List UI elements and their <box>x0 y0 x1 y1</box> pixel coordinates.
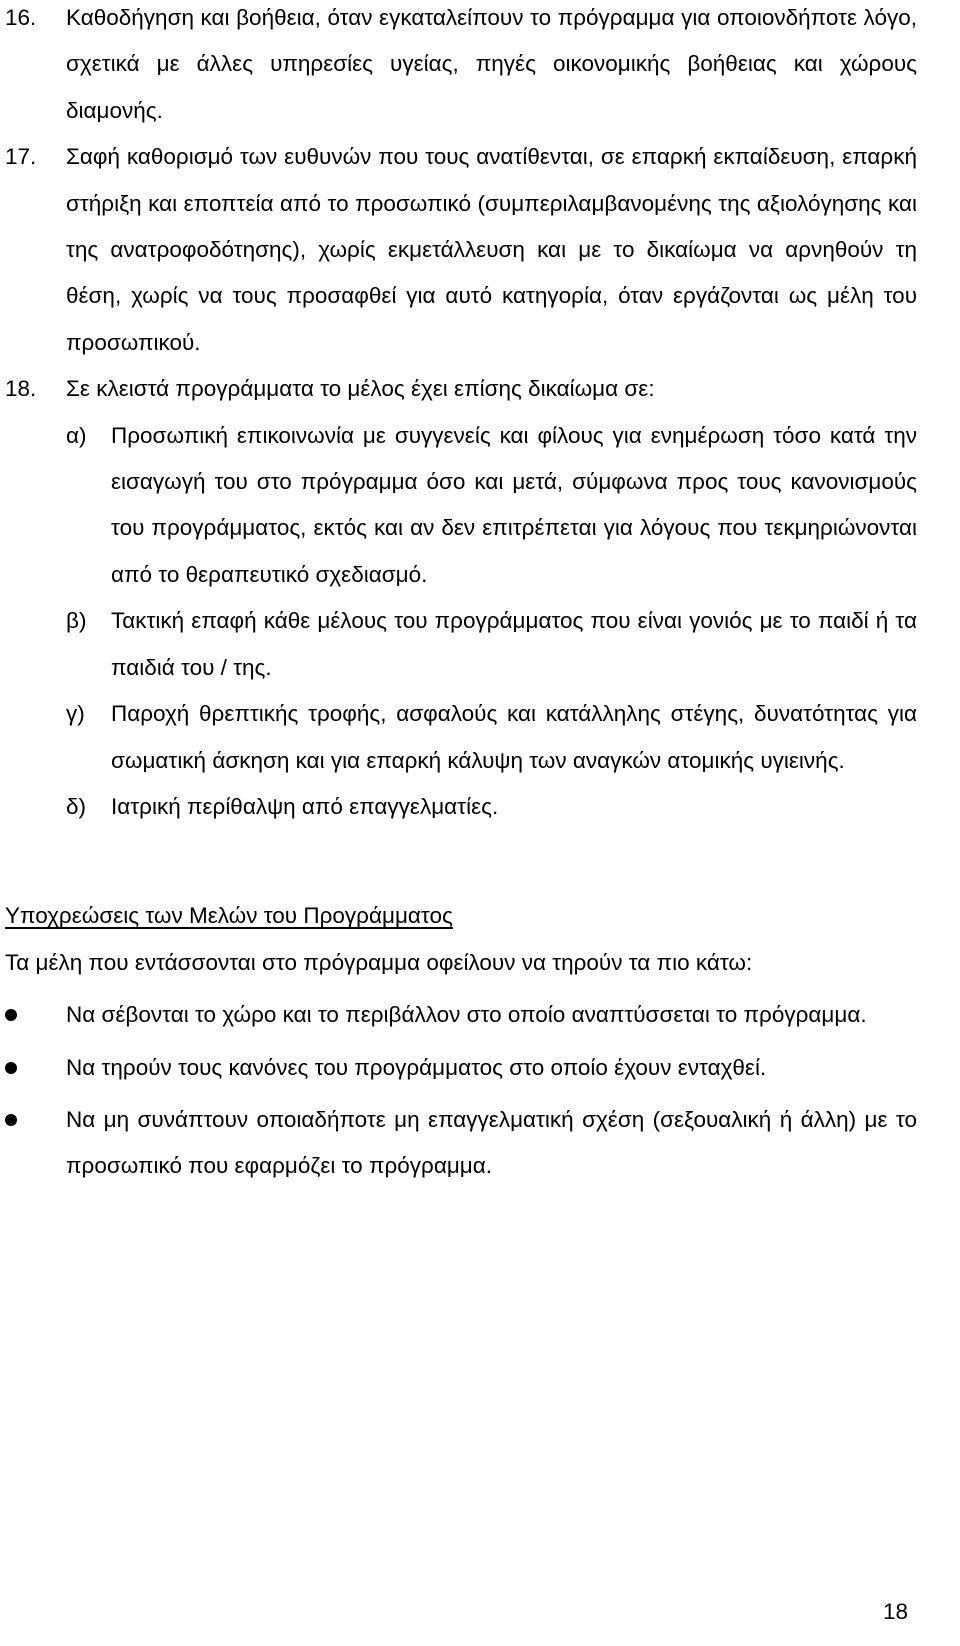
bullet-icon <box>5 992 66 1038</box>
bullet-text: Να μη συνάπτουν οποιαδήποτε μη επαγγελματική σχέση (σεξουαλική ή άλλη) με το προσωπικό που εφαρμόζει το πρόγραμμα. <box>66 1106 917 1179</box>
bullet-item <box>5 992 917 1038</box>
bullet-icon <box>5 1045 66 1091</box>
bullet-item <box>5 1045 917 1091</box>
sub-list <box>5 413 917 831</box>
sub-item-b <box>5 598 917 691</box>
item-number: 17. <box>5 144 37 170</box>
sub-item-mark: γ) <box>66 701 85 727</box>
bullet-text: Να τηρούν τους κανόνες του προγράμματος στο οποίο έχουν ενταχθεί. <box>66 1054 767 1080</box>
sub-item-mark: α) <box>66 422 87 448</box>
sub-item-c <box>5 691 917 784</box>
list-item-17 <box>5 134 917 366</box>
bullet-list <box>5 992 917 1190</box>
document-page <box>5 0 917 1190</box>
item-number: 16. <box>5 5 37 30</box>
item-text: Σαφή καθορισμό των ευθυνών που τους ανατίθενται, σε επαρκή εκπαίδευση, επαρκή στήριξη και εποπτεία από το προσωπικό (συμπεριλαμβανομένης της αξιολόγησης και της ανατροφοδότησης), χωρίς εκμετάλλευση και με το δικαίωμα να αρνηθούν τη θέση, χωρίς να τους προσαφθεί για αυτό κατηγορία, όταν εργάζονται ως μέλη του προσωπικού. <box>66 144 917 355</box>
sub-item-d <box>5 784 917 830</box>
bullet-text: Να σέβονται το χώρο και το περιβάλλον στο οποίο αναπτύσσεται το πρόγραμμα. <box>66 1002 867 1028</box>
sub-item-mark: β) <box>66 608 87 634</box>
item-number: 18. <box>5 376 37 402</box>
sub-item-a <box>5 413 917 599</box>
bullet-icon <box>5 1097 66 1190</box>
section-intro: Τα μέλη που εντάσσονται στο πρόγραμμα οφείλουν να τηρούν τα πιο κάτω: <box>5 949 753 975</box>
item-text: Καθοδήγηση και βοήθεια, όταν εγκαταλείπουν το πρόγραμμα για οποιονδήποτε λόγο, σχετικά με άλλες υπηρεσίες υγείας, πηγές οικονομικής βοήθειας και χώρους διαμονής. <box>66 5 917 123</box>
sub-item-text: Προσωπική επικοινωνία με συγγενείς και φίλους για ενημέρωση τόσο κατά την εισαγωγή του στο πρόγραμμα όσο και μετά, σύμφωνα προς τους κανονισμούς του προγράμματος, εκτός και αν δεν επιτρέπεται για λόγους που τεκμηριώνονται από το θεραπευτικό σχεδιασμό. <box>111 422 917 587</box>
sub-item-text: Παροχή θρεπτικής τροφής, ασφαλούς και κατάλληλης στέγης, δυνατότητας για σωματική άσκηση και για επαρκή κάλυψη των αναγκών ατομικής υγιεινής. <box>111 701 917 773</box>
list-item-16 <box>5 0 917 134</box>
item-text: Σε κλειστά προγράμματα το μέλος έχει επίσης δικαίωμα σε: <box>66 376 655 402</box>
section-heading: Υποχρεώσεις των Μελών του Προγράμματος <box>5 903 453 929</box>
sub-item-text: Ιατρική περίθαλψη από επαγγελματίες. <box>111 793 499 819</box>
sub-item-mark: δ) <box>66 793 87 819</box>
list-item-18 <box>5 366 917 412</box>
sub-item-text: Τακτική επαφή κάθε μέλους του προγράμματος που είναι γονιός με το παιδί ή τα παιδιά του / της. <box>111 608 917 680</box>
bullet-item <box>5 1097 917 1190</box>
page-number: 18 <box>882 1599 908 1624</box>
